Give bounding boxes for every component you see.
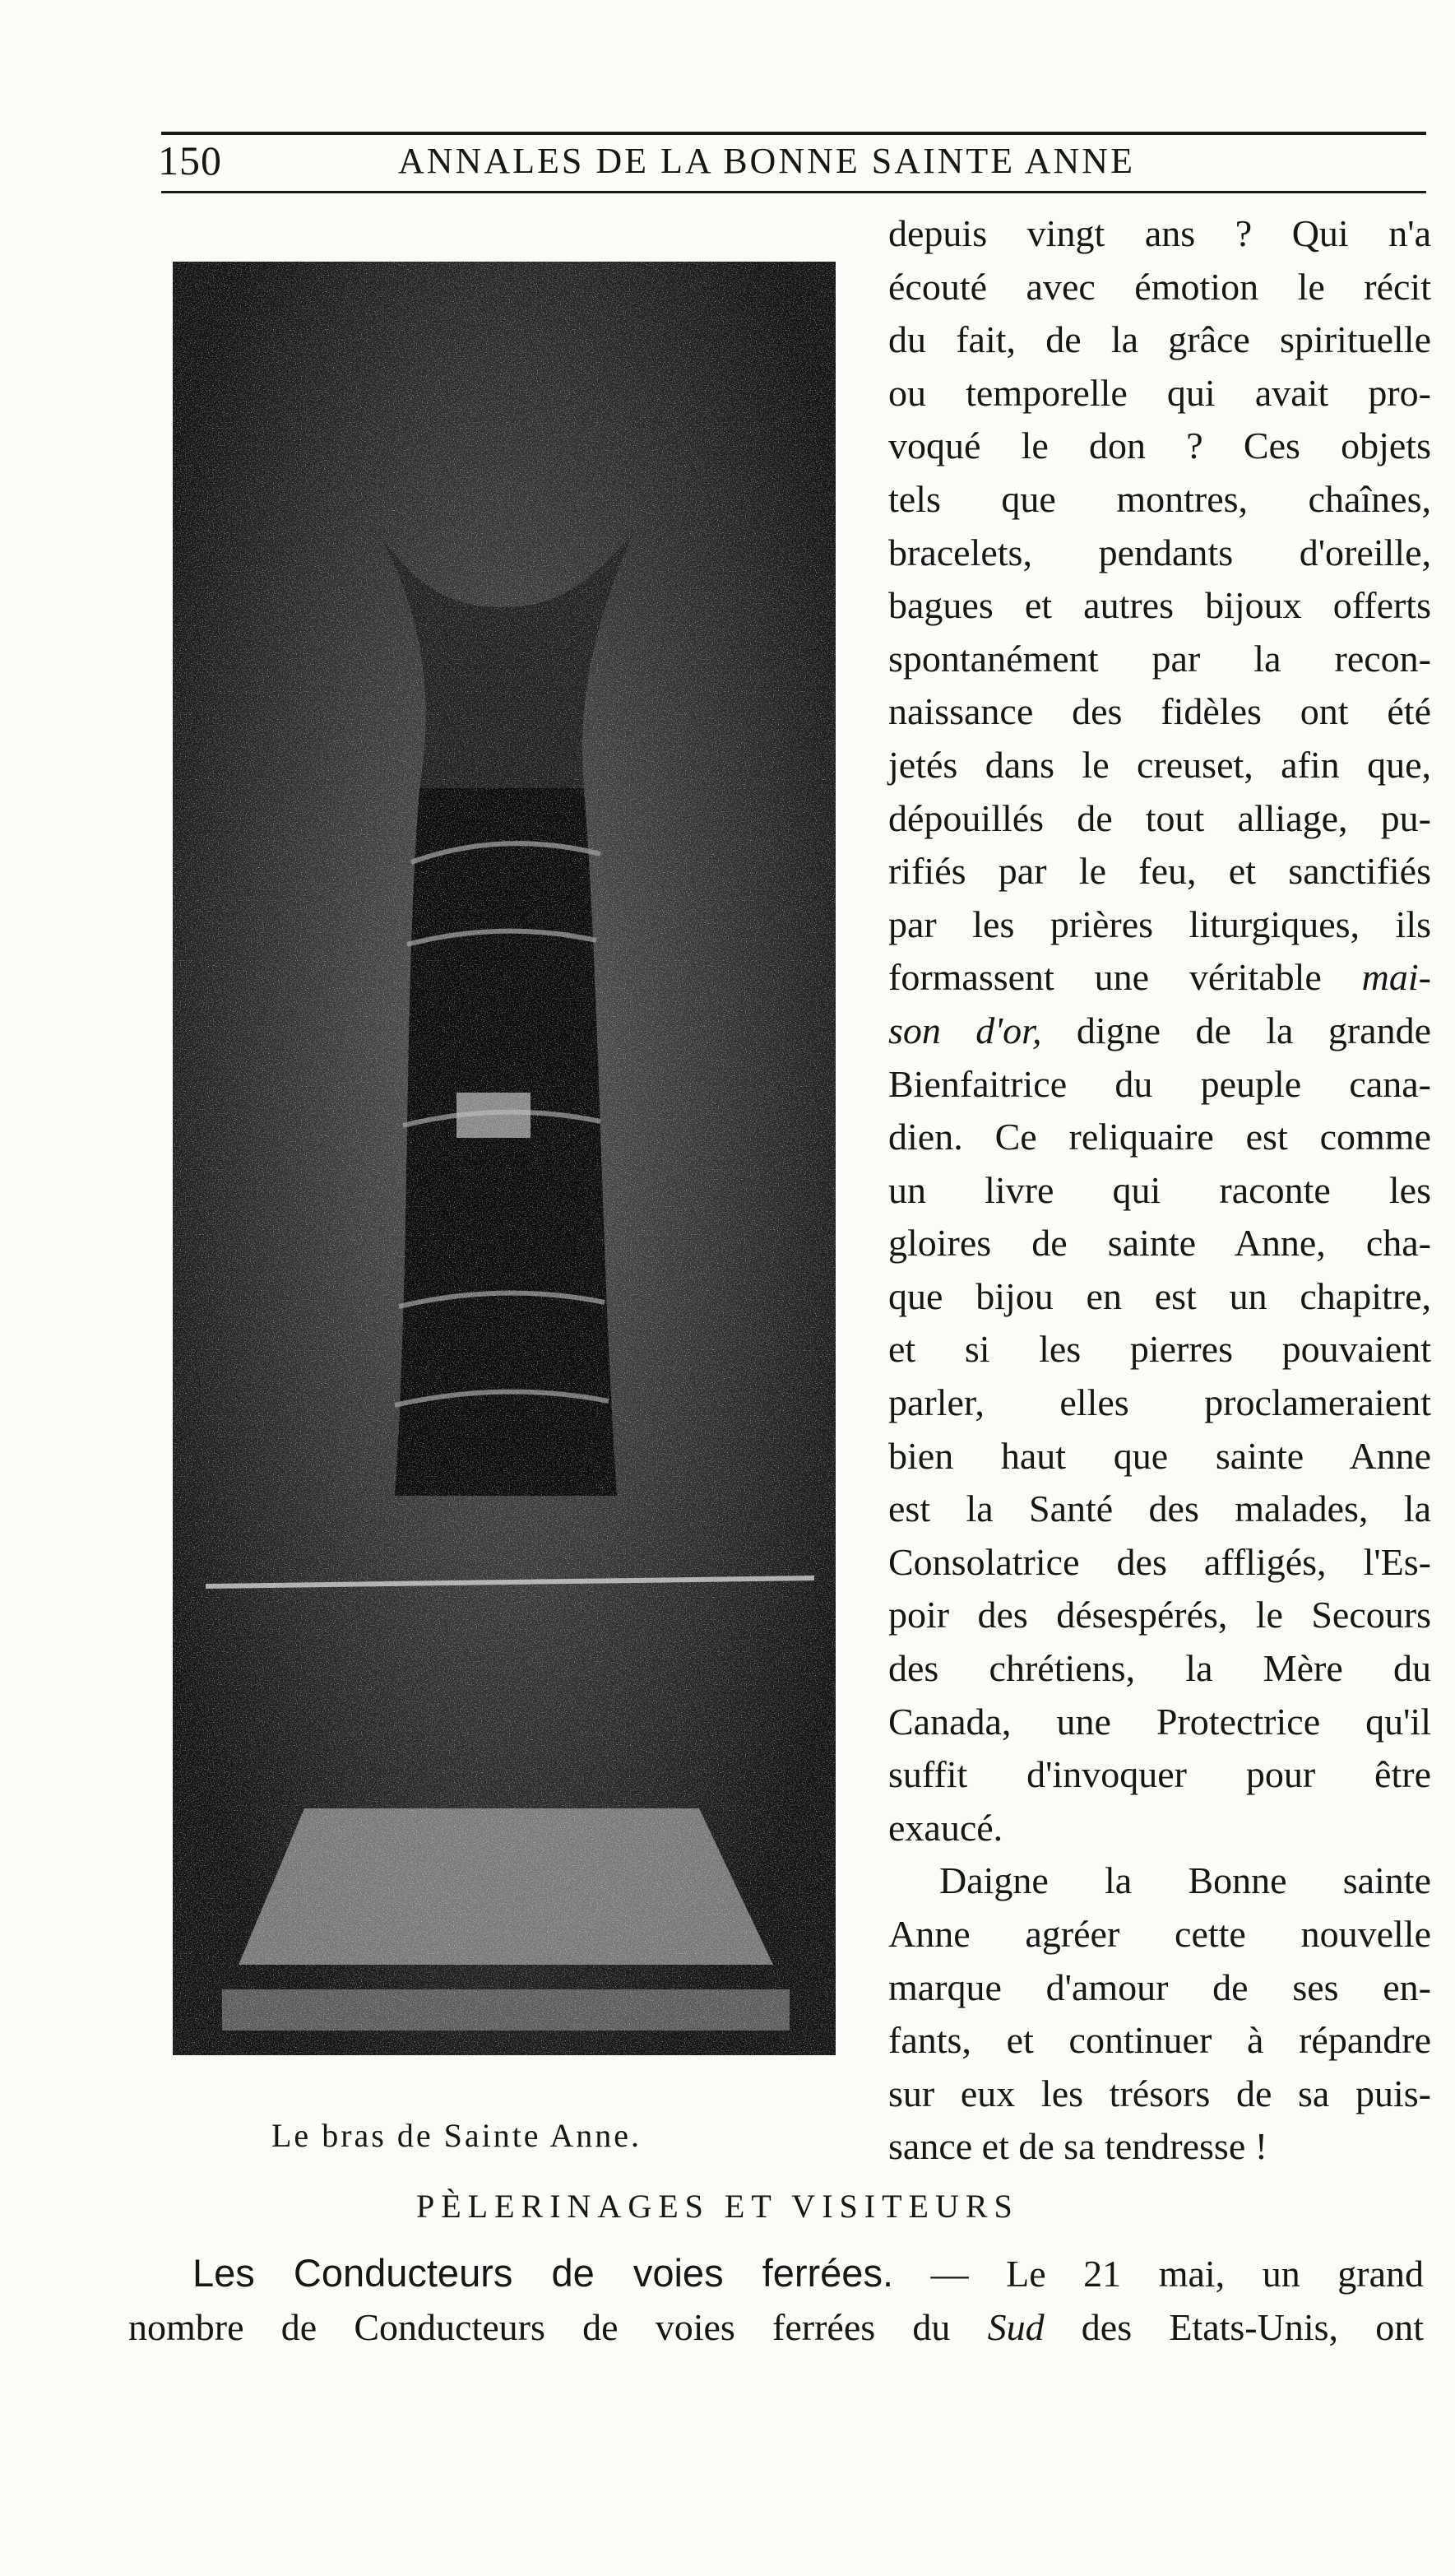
text-line: sance et de sa tendresse ! xyxy=(888,2125,1268,2168)
text-line: jetés dans le creuset, afin que, xyxy=(888,743,1431,786)
text-line: Anne agréer cette nouvelle xyxy=(888,1913,1431,1955)
text-line: bien haut que sainte Anne xyxy=(888,1434,1431,1477)
text-line: gloires de sainte Anne, cha- xyxy=(888,1222,1431,1265)
text-fragment: nombre de Conducteurs de voies ferrées du xyxy=(128,2306,951,2348)
text-line: Bienfaitrice du peuple cana- xyxy=(888,1062,1431,1105)
italic-fragment: son d'or, xyxy=(888,1009,1042,1051)
text-line: fants, et continuer à répandre xyxy=(888,2019,1431,2062)
header-rule-bottom xyxy=(161,191,1426,193)
header-rule-top xyxy=(161,132,1426,135)
text-line: et si les pierres pouvaient xyxy=(888,1328,1431,1371)
figure-caption: Le bras de Sainte Anne. xyxy=(271,2117,642,2154)
text-fragment: formassent une véritable xyxy=(888,956,1322,999)
text-line: rifiés par le feu, et sanctifiés xyxy=(888,850,1431,893)
text-line: bracelets, pendants d'oreille, xyxy=(888,531,1431,573)
section-body xyxy=(128,2246,1424,2355)
text-fragment: digne de la grande xyxy=(1076,1009,1432,1051)
italic-fragment: Sud xyxy=(987,2306,1045,2348)
text-line: naissance des fidèles ont été xyxy=(888,690,1431,733)
text-line: sur eux les trésors de sa puis- xyxy=(888,2072,1431,2114)
text-line: un livre qui raconte les xyxy=(888,1168,1431,1211)
text-line-with-italic xyxy=(888,1005,1431,1058)
text-column xyxy=(888,207,1431,2174)
text-line: suffit d'invoquer pour être xyxy=(888,1753,1431,1796)
page-number: 150 xyxy=(158,137,222,183)
text-line: exaucé. xyxy=(888,1806,1003,1849)
text-line: dépouillés de tout alliage, pu- xyxy=(888,796,1431,839)
text-line: écouté avec émotion le récit xyxy=(888,265,1431,308)
text-line: marque d'amour de ses en- xyxy=(888,1966,1431,2008)
text-line-with-italic xyxy=(888,951,1431,1005)
text-fragment: — Le 21 mai, un grand xyxy=(930,2253,1425,2295)
text-line: voqué le don ? Ces objets xyxy=(888,425,1431,467)
text-line: que bijou en est un chapitre, xyxy=(888,1274,1431,1317)
text-line: poir des désespérés, le Secours xyxy=(888,1594,1431,1636)
text-line: est la Santé des malades, la xyxy=(888,1488,1431,1530)
text-line: ou temporelle qui avait pro- xyxy=(888,371,1431,414)
section-line xyxy=(128,2246,1424,2300)
section-lead: Les Conducteurs de voies ferrées. xyxy=(192,2251,894,2295)
section-heading: PÈLERINAGES ET VISITEURS xyxy=(416,2188,1019,2225)
text-line: tels que montres, chaînes, xyxy=(888,477,1431,520)
section-line xyxy=(128,2300,1424,2355)
italic-fragment: mai- xyxy=(1361,956,1431,999)
text-line: Canada, une Protectrice qu'il xyxy=(888,1700,1431,1743)
text-line: Consolatrice des affligés, l'Es- xyxy=(888,1540,1431,1583)
running-head: ANNALES DE LA BONNE SAINTE ANNE xyxy=(398,141,1135,181)
reliquary-photograph xyxy=(173,262,836,2055)
text-line: des chrétiens, la Mère du xyxy=(888,1647,1431,1690)
text-line: parler, elles proclameraient xyxy=(888,1381,1431,1424)
text-line: depuis vingt ans ? Qui n'a xyxy=(888,212,1431,254)
text-line: du fait, de la grâce spirituelle xyxy=(888,318,1431,361)
text-line: Daigne la Bonne sainte xyxy=(939,1859,1431,1902)
text-line: bagues et autres bijoux offerts xyxy=(888,584,1431,627)
text-line: par les prières liturgiques, ils xyxy=(888,903,1431,945)
text-fragment: des Etats-Unis, ont xyxy=(1081,2306,1425,2348)
text-line: dien. Ce reliquaire est comme xyxy=(888,1116,1431,1158)
reliquary-illustration xyxy=(173,262,836,2055)
text-line: spontanément par la recon- xyxy=(888,637,1431,680)
